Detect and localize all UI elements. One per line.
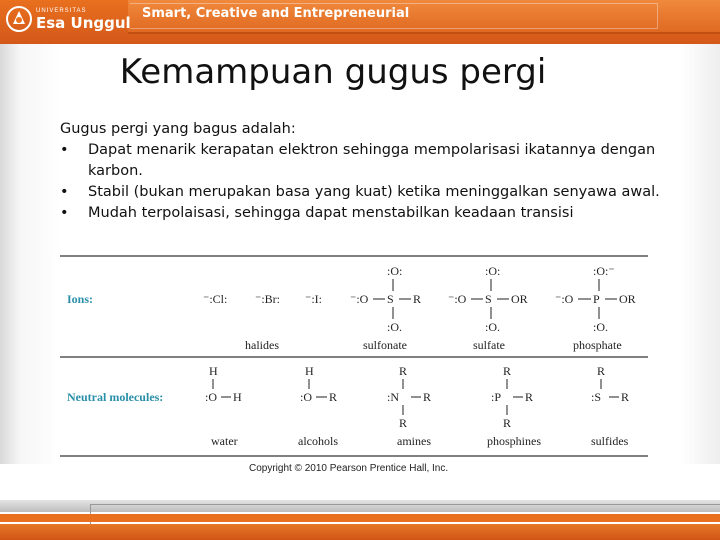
- svg-text:R: R: [503, 416, 512, 430]
- figure-copyright: Copyright © 2010 Pearson Prentice Hall, Inc.: [249, 463, 449, 474]
- svg-text::O:⁻: :O:⁻: [593, 264, 615, 278]
- svg-text:⁻:I:: ⁻:I:: [305, 292, 322, 306]
- neutral-molecules-label: Neutral molecules:: [67, 390, 164, 404]
- svg-text:H: H: [233, 390, 242, 404]
- svg-text::N: :N: [387, 390, 399, 404]
- svg-text:R: R: [329, 390, 338, 404]
- svg-text:⁻:O: ⁻:O: [350, 292, 369, 306]
- svg-text:R: R: [399, 416, 408, 430]
- leaving-groups-figure: [55, 253, 650, 478]
- sulfate-structure: [448, 264, 528, 334]
- svg-text:OR: OR: [619, 292, 636, 306]
- alcohols-label: alcohols: [298, 434, 338, 448]
- svg-text::O:: :O:: [485, 264, 501, 278]
- svg-text:⁻:O: ⁻:O: [555, 292, 574, 306]
- ions-label: Ions:: [67, 292, 94, 306]
- bullet-item: • Mudah terpolaisasi, sehingga dapat menstabilkan keadaan transisi: [60, 203, 680, 224]
- svg-text::P: :P: [491, 390, 502, 404]
- header-bar: [0, 0, 720, 44]
- water-label: water: [211, 434, 238, 448]
- svg-text:R: R: [525, 390, 534, 404]
- svg-text::O:: :O:: [387, 264, 403, 278]
- svg-text:R: R: [413, 292, 422, 306]
- leaving-groups-diagram: [55, 253, 650, 478]
- amine-structure: [387, 364, 431, 430]
- slide-title: Kemampuan gugus pergi: [119, 52, 547, 92]
- sulfides-label: sulfides: [591, 434, 629, 448]
- svg-text::O.: :O.: [485, 320, 500, 334]
- svg-text:R: R: [621, 390, 630, 404]
- phosphate-label: phosphate: [573, 338, 622, 352]
- svg-text::O: :O: [205, 390, 217, 404]
- phosphine-structure: [491, 364, 533, 430]
- svg-text:R: R: [423, 390, 432, 404]
- svg-text:S: S: [387, 292, 394, 306]
- svg-text:P: P: [593, 292, 600, 306]
- bullet-list: [60, 140, 680, 224]
- footer-orange-band-lower: [0, 524, 720, 540]
- header-tagline: Smart, Creative and Entrepreneurial: [142, 6, 410, 21]
- svg-text:⁻:Cl:: ⁻:Cl:: [203, 292, 228, 306]
- bullet-item: • Dapat menarik kerapatan elektron sehingga mempolarisasi ikatannya dengan karbon.: [60, 140, 680, 182]
- sulfide-structure: [591, 364, 629, 404]
- svg-text:⁻:Br:: ⁻:Br:: [255, 292, 281, 306]
- svg-text::O.: :O.: [593, 320, 608, 334]
- footer-bars: [0, 494, 720, 540]
- phosphines-label: phosphines: [487, 434, 541, 448]
- water-structure: [205, 364, 242, 404]
- svg-text::O: :O: [300, 390, 312, 404]
- amines-label: amines: [397, 434, 431, 448]
- svg-text:R: R: [399, 364, 408, 378]
- svg-text::O.: :O.: [387, 320, 402, 334]
- university-logo: [4, 4, 131, 34]
- footer-orange-band: [0, 514, 720, 522]
- halides-label: halides: [245, 338, 279, 352]
- svg-text:R: R: [503, 364, 512, 378]
- phosphate-structure: [555, 264, 636, 334]
- svg-text:H: H: [209, 364, 218, 378]
- svg-text:H: H: [305, 364, 314, 378]
- alcohol-structure: [300, 364, 337, 404]
- logo-emblem-icon: [4, 4, 34, 34]
- bullet-item: • Stabil (bukan merupakan basa yang kuat) ketika meninggalkan senyawa awal.: [60, 182, 680, 203]
- intro-text: Gugus pergi yang bagus adalah:: [60, 121, 296, 137]
- svg-text:⁻:O: ⁻:O: [448, 292, 467, 306]
- svg-text::S: :S: [591, 390, 602, 404]
- svg-text:R: R: [597, 364, 606, 378]
- sulfonate-structure: [350, 264, 421, 334]
- sulfate-label: sulfate: [473, 338, 505, 352]
- logo-university-text: UNIVERSITAS: [36, 7, 87, 14]
- svg-text:S: S: [485, 292, 492, 306]
- sulfonate-label: sulfonate: [363, 338, 407, 352]
- halide-structures: [203, 292, 322, 306]
- logo-name-text: Esa Unggul: [36, 13, 131, 32]
- svg-text:OR: OR: [511, 292, 528, 306]
- slide-body: [60, 119, 680, 224]
